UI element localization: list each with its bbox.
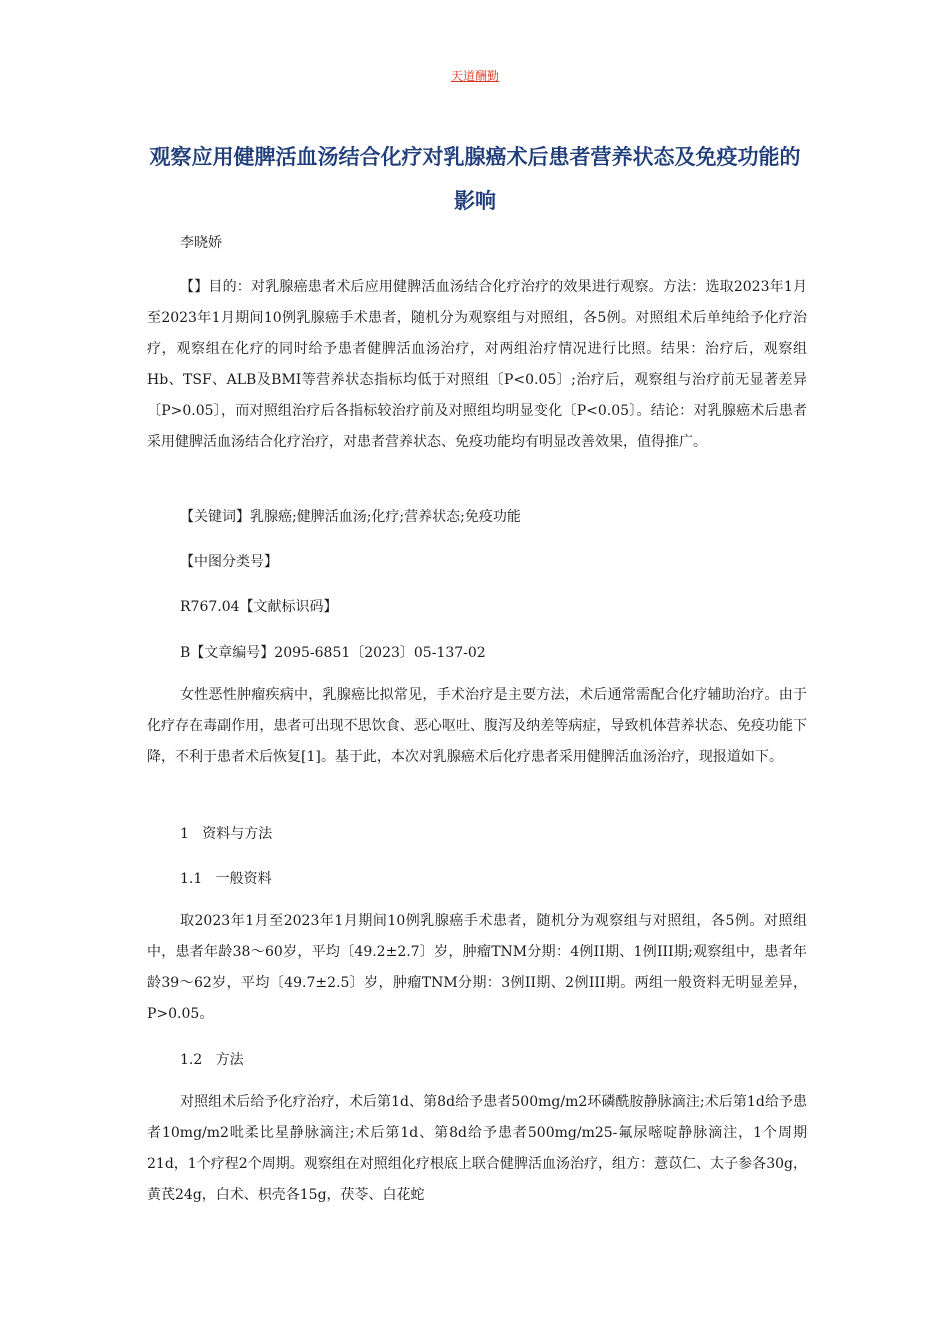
- intro-paragraph: 女性恶性肿瘤疾病中，乳腺癌比拟常见，手术治疗是主要方法，术后通常需配合化疗辅助治疗。由于化疗存在毒副作用，患者可出现不思饮食、恶心呕吐、腹泻及纳差等病症，导致机体营养状态、免疫功能下降，不利于患者术后恢复[1]。基于此，本次对乳腺癌术后化疗患者采用健脾活血汤治疗，现报道如下。: [147, 687, 807, 765]
- section-1-2-heading: 1.2 方法: [180, 1052, 244, 1068]
- abstract-paragraph: 【】目的：对乳腺癌患者术后应用健脾活血汤结合化疗治疗的效果进行观察。方法：选取2023年1月至2023年1月期间10例乳腺癌手术患者，随机分为观察组与对照组，各5例。对照组术后单纯给予化疗治疗，观察组在化疗的同时给予患者健脾活血汤治疗，对两组治疗情况进行比照。结果：治疗后，观察组Hb、TSF、ALB及BMI等营养状态指标均低于对照组〔P<0.05〕;治疗后，观察组与治疗前无显著差异〔P>0.05〕，而对照组治疗后各指标较治疗前及对照组均明显变化〔P<0.05〕。结论：对乳腺癌术后患者采用健脾活血汤结合化疗治疗，对患者营养状态、免疫功能均有明显改善效果，值得推广。: [147, 279, 807, 450]
- author-name: 李晓娇: [180, 235, 222, 251]
- keywords-line: 【关键词】乳腺癌;健脾活血汤;化疗;营养状态;免疫功能: [180, 509, 521, 525]
- clc-label-line: 【中图分类号】: [180, 554, 278, 570]
- article-title: 观察应用健脾活血汤结合化疗对乳腺癌术后患者营养状态及免疫功能的影响: [149, 145, 801, 213]
- section-1-2-body: 对照组术后给予化疗治疗，术后第1d、第8d给予患者500mg/m2环磷酰胺静脉滴注;术后第1d给予患者10mg/m2吡柔比星静脉滴注;术后第1d、第8d给予患者500mg/m25-氟尿嘧啶静脉滴注，1个周期21d，1个疗程2个周期。观察组在对照组化疗根底上联合健脾活血汤治疗，组方：薏苡仁、太子参各30g，黄芪24g，白术、枳壳各15g，茯苓、白花蛇: [147, 1094, 807, 1203]
- article-id-line: B【文章编号】2095-6851〔2023〕05-137-02: [180, 645, 486, 661]
- section-1-1-body: 取2023年1月至2023年1月期间10例乳腺癌手术患者，随机分为观察组与对照组，各5例。对照组中，患者年龄38～60岁，平均〔49.2±2.7〕岁，肿瘤TNM分期：4例II期、1例III期;观察组中，患者年龄39～62岁，平均〔49.7±2.5〕岁，肿瘤TNM分期：3例II期、2例III期。两组一般资料无明显差异，P>0.05。: [147, 913, 807, 1022]
- section-1-heading: 1 资料与方法: [180, 826, 273, 842]
- section-1-1-heading: 1.1 一般资料: [180, 871, 272, 887]
- clc-value-line: R767.04【文献标识码】: [180, 599, 338, 615]
- header-link[interactable]: 天道酬勤: [450, 69, 499, 83]
